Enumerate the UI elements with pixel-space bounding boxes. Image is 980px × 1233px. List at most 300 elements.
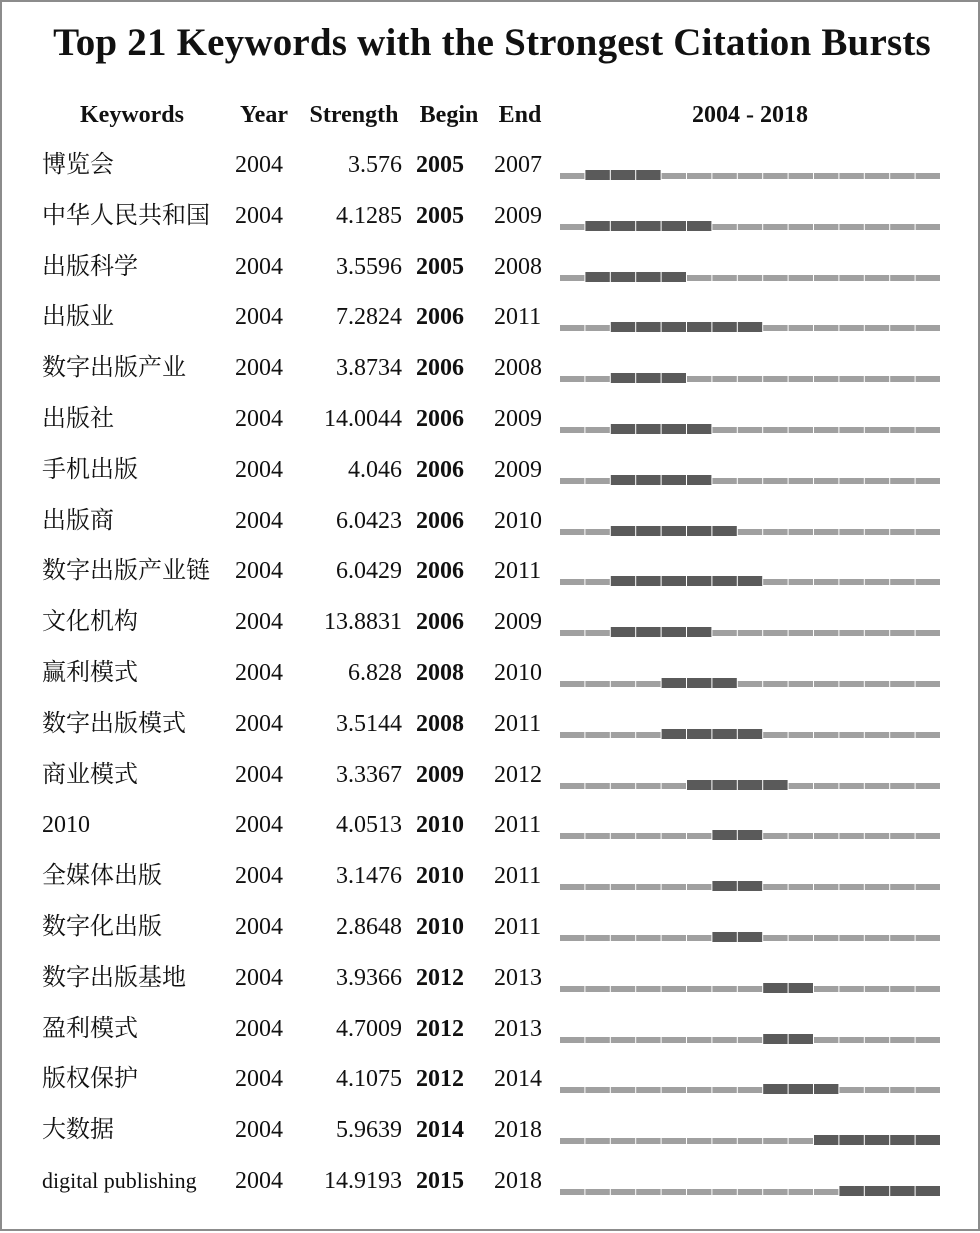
burst-timeline xyxy=(560,302,941,332)
end-cell: 2018 xyxy=(494,1168,542,1194)
timeline-segment xyxy=(585,884,609,890)
timeline-segment xyxy=(814,529,838,535)
timeline-segment xyxy=(611,935,635,941)
strength-cell: 3.5144 xyxy=(336,710,402,737)
timeline-segment xyxy=(662,935,686,941)
burst-segment xyxy=(839,1186,863,1196)
begin-cell: 2005 xyxy=(416,253,464,280)
timeline-segment xyxy=(662,173,686,179)
timeline-segment xyxy=(789,224,813,230)
timeline-segment xyxy=(916,376,940,382)
burst-timeline xyxy=(560,912,941,942)
column-header-year: Year xyxy=(240,102,288,128)
timeline-segment xyxy=(916,325,940,331)
timeline-segment xyxy=(814,884,838,890)
end-cell: 2009 xyxy=(494,202,542,229)
timeline-segment xyxy=(560,478,584,484)
timeline-segment xyxy=(738,630,762,636)
timeline-segment xyxy=(712,478,736,484)
burst-segment xyxy=(712,576,736,586)
keyword-cell: 数字化出版 xyxy=(42,914,162,940)
timeline-segment xyxy=(789,275,813,281)
timeline-segment xyxy=(560,173,584,179)
timeline-segment xyxy=(585,579,609,585)
burst-segment xyxy=(712,678,736,688)
timeline-segment xyxy=(585,630,609,636)
timeline-segment xyxy=(560,681,584,687)
timeline-segment xyxy=(789,376,813,382)
burst-segment xyxy=(763,780,787,790)
end-cell: 2011 xyxy=(494,558,542,585)
timeline-segment xyxy=(814,224,838,230)
timeline-segment xyxy=(916,935,940,941)
timeline-segment xyxy=(611,732,635,738)
strength-cell: 4.0513 xyxy=(336,812,402,839)
timeline-segment xyxy=(560,630,584,636)
timeline-segment xyxy=(916,986,940,992)
end-cell: 2011 xyxy=(494,304,542,331)
end-cell: 2013 xyxy=(494,964,542,991)
timeline-segment xyxy=(712,173,736,179)
timeline-segment xyxy=(789,173,813,179)
timeline-segment xyxy=(738,427,762,433)
column-header-keywords: Keywords xyxy=(80,102,184,128)
burst-segment xyxy=(789,1084,813,1094)
timeline-segment xyxy=(738,1138,762,1144)
timeline-segment xyxy=(687,173,711,179)
timeline-segment xyxy=(687,833,711,839)
end-cell: 2013 xyxy=(494,1015,542,1042)
end-cell: 2008 xyxy=(494,355,542,382)
timeline-segment xyxy=(712,1189,736,1195)
strength-cell: 3.9366 xyxy=(336,964,402,991)
timeline-segment xyxy=(789,1189,813,1195)
burst-timeline xyxy=(560,607,941,637)
timeline-segment xyxy=(560,224,584,230)
timeline-segment xyxy=(890,579,914,585)
timeline-segment xyxy=(763,224,787,230)
timeline-segment xyxy=(839,275,863,281)
timeline-segment xyxy=(916,833,940,839)
timeline-segment xyxy=(560,376,584,382)
timeline-segment xyxy=(865,1037,889,1043)
timeline-segment xyxy=(789,884,813,890)
burst-segment xyxy=(839,1135,863,1145)
timeline-segment xyxy=(636,884,660,890)
timeline-segment xyxy=(763,275,787,281)
timeline-segment xyxy=(585,1087,609,1093)
end-cell: 2009 xyxy=(494,406,542,432)
burst-segment xyxy=(916,1186,940,1196)
burst-segment xyxy=(687,475,711,485)
burst-segment xyxy=(636,272,660,282)
timeline-segment xyxy=(839,884,863,890)
strength-cell: 4.7009 xyxy=(336,1015,402,1042)
timeline-segment xyxy=(890,884,914,890)
strength-cell: 4.046 xyxy=(348,456,402,483)
begin-cell: 2012 xyxy=(416,1015,464,1042)
timeline-segment xyxy=(865,376,889,382)
strength-cell: 6.0429 xyxy=(336,558,402,585)
timeline-segment xyxy=(687,1037,711,1043)
burst-segment xyxy=(611,424,635,434)
burst-timeline xyxy=(560,1014,941,1044)
burst-segment xyxy=(712,881,736,891)
timeline-segment xyxy=(763,681,787,687)
timeline-segment xyxy=(865,325,889,331)
table-row xyxy=(2,506,980,556)
burst-segment xyxy=(636,424,660,434)
keyword-cell: digital publishing xyxy=(42,1168,197,1193)
end-cell: 2008 xyxy=(494,253,542,280)
timeline-segment xyxy=(890,986,914,992)
burst-segment xyxy=(611,221,635,231)
year-cell: 2004 xyxy=(235,253,283,280)
end-cell: 2012 xyxy=(494,761,542,788)
timeline-segment xyxy=(890,173,914,179)
burst-segment xyxy=(865,1186,889,1196)
year-cell: 2004 xyxy=(235,660,283,686)
table-row xyxy=(2,861,980,911)
burst-timeline xyxy=(560,353,941,383)
timeline-segment xyxy=(839,833,863,839)
burst-segment xyxy=(814,1084,838,1094)
timeline-segment xyxy=(738,1087,762,1093)
timeline-segment xyxy=(865,833,889,839)
strength-cell: 2.8648 xyxy=(336,914,402,940)
timeline-segment xyxy=(585,478,609,484)
burst-timeline xyxy=(560,404,941,434)
timeline-segment xyxy=(763,529,787,535)
begin-cell: 2006 xyxy=(416,406,464,432)
burst-timeline xyxy=(560,861,941,891)
burst-segment xyxy=(738,881,762,891)
timeline-segment xyxy=(636,732,660,738)
timeline-segment xyxy=(814,275,838,281)
end-cell: 2014 xyxy=(494,1066,542,1093)
keyword-cell: 数字出版模式 xyxy=(42,710,186,737)
timeline-segment xyxy=(662,1037,686,1043)
burst-timeline xyxy=(560,1115,941,1145)
table-row xyxy=(2,150,980,200)
table-row xyxy=(2,709,980,759)
burst-segment xyxy=(662,221,686,231)
year-cell: 2004 xyxy=(235,507,283,534)
timeline-segment xyxy=(687,1189,711,1195)
burst-segment xyxy=(890,1135,914,1145)
timeline-segment xyxy=(839,173,863,179)
timeline-segment xyxy=(865,529,889,535)
strength-cell: 3.8734 xyxy=(336,355,402,382)
year-cell: 2004 xyxy=(235,1117,283,1144)
timeline-segment xyxy=(712,1087,736,1093)
timeline-segment xyxy=(738,1189,762,1195)
timeline-segment xyxy=(890,1087,914,1093)
table-row xyxy=(2,1115,980,1165)
burst-segment xyxy=(611,475,635,485)
timeline-segment xyxy=(738,681,762,687)
timeline-segment xyxy=(763,427,787,433)
begin-cell: 2006 xyxy=(416,507,464,534)
keyword-cell: 出版科学 xyxy=(42,253,138,280)
timeline-segment xyxy=(636,1087,660,1093)
keyword-cell: 博览会 xyxy=(42,152,114,178)
strength-cell: 5.9639 xyxy=(336,1117,402,1144)
begin-cell: 2014 xyxy=(416,1117,464,1144)
burst-table xyxy=(2,2,980,1233)
timeline-segment xyxy=(916,1087,940,1093)
table-row xyxy=(2,252,980,302)
timeline-segment xyxy=(865,783,889,789)
burst-timeline xyxy=(560,150,941,180)
burst-segment xyxy=(712,729,736,739)
timeline-segment xyxy=(763,478,787,484)
timeline-segment xyxy=(662,1138,686,1144)
timeline-segment xyxy=(839,427,863,433)
burst-segment xyxy=(687,221,711,231)
timeline-segment xyxy=(839,732,863,738)
begin-cell: 2015 xyxy=(416,1168,464,1194)
timeline-segment xyxy=(560,275,584,281)
timeline-segment xyxy=(611,833,635,839)
timeline-segment xyxy=(611,783,635,789)
timeline-segment xyxy=(738,478,762,484)
year-cell: 2004 xyxy=(235,202,283,229)
strength-cell: 3.576 xyxy=(348,152,402,178)
timeline-segment xyxy=(789,478,813,484)
timeline-segment xyxy=(789,529,813,535)
timeline-segment xyxy=(890,275,914,281)
timeline-segment xyxy=(560,935,584,941)
timeline-segment xyxy=(865,224,889,230)
timeline-segment xyxy=(560,427,584,433)
timeline-segment xyxy=(814,1189,838,1195)
burst-timeline xyxy=(560,810,941,840)
burst-timeline xyxy=(560,556,941,586)
burst-segment xyxy=(585,221,609,231)
timeline-segment xyxy=(738,275,762,281)
burst-segment xyxy=(636,221,660,231)
end-cell: 2009 xyxy=(494,609,542,636)
timeline-segment xyxy=(763,630,787,636)
timeline-segment xyxy=(916,1037,940,1043)
burst-segment xyxy=(611,170,635,180)
table-row xyxy=(2,1014,980,1064)
table-row xyxy=(2,810,980,860)
timeline-segment xyxy=(839,986,863,992)
year-cell: 2004 xyxy=(235,1168,283,1194)
timeline-segment xyxy=(916,275,940,281)
timeline-segment xyxy=(585,732,609,738)
timeline-segment xyxy=(865,681,889,687)
timeline-segment xyxy=(814,325,838,331)
begin-cell: 2012 xyxy=(416,964,464,991)
burst-segment xyxy=(636,627,660,637)
burst-segment xyxy=(687,576,711,586)
timeline-segment xyxy=(585,783,609,789)
timeline-segment xyxy=(636,1037,660,1043)
timeline-segment xyxy=(839,1037,863,1043)
burst-timeline xyxy=(560,963,941,993)
begin-cell: 2008 xyxy=(416,710,464,737)
keyword-cell: 出版业 xyxy=(42,304,114,331)
timeline-segment xyxy=(738,376,762,382)
timeline-segment xyxy=(916,783,940,789)
timeline-segment xyxy=(839,376,863,382)
timeline-segment xyxy=(789,935,813,941)
timeline-segment xyxy=(789,1138,813,1144)
timeline-segment xyxy=(890,935,914,941)
timeline-segment xyxy=(789,783,813,789)
timeline-segment xyxy=(814,1037,838,1043)
timeline-segment xyxy=(738,986,762,992)
timeline-segment xyxy=(585,325,609,331)
timeline-segment xyxy=(865,478,889,484)
begin-cell: 2012 xyxy=(416,1066,464,1093)
end-cell: 2011 xyxy=(494,914,542,940)
keyword-cell: 数字出版产业链 xyxy=(42,558,210,585)
burst-segment xyxy=(662,322,686,332)
timeline-segment xyxy=(839,1087,863,1093)
burst-segment xyxy=(636,373,660,383)
timeline-segment xyxy=(916,529,940,535)
timeline-segment xyxy=(865,579,889,585)
timeline-segment xyxy=(890,1037,914,1043)
burst-segment xyxy=(636,170,660,180)
burst-segment xyxy=(687,322,711,332)
table-row xyxy=(2,912,980,962)
timeline-segment xyxy=(712,224,736,230)
keyword-cell: 赢利模式 xyxy=(42,660,138,686)
timeline-segment xyxy=(763,833,787,839)
burst-segment xyxy=(916,1135,940,1145)
burst-segment xyxy=(636,475,660,485)
burst-segment xyxy=(814,1135,838,1145)
burst-segment xyxy=(687,627,711,637)
year-cell: 2004 xyxy=(235,1015,283,1042)
strength-cell: 3.3367 xyxy=(336,761,402,788)
year-cell: 2004 xyxy=(235,761,283,788)
timeline-segment xyxy=(738,1037,762,1043)
timeline-segment xyxy=(636,833,660,839)
timeline-segment xyxy=(560,1189,584,1195)
timeline-segment xyxy=(712,275,736,281)
timeline-segment xyxy=(916,478,940,484)
burst-timeline xyxy=(560,455,941,485)
keyword-cell: 数字出版产业 xyxy=(42,355,186,382)
burst-segment xyxy=(585,170,609,180)
timeline-segment xyxy=(636,1189,660,1195)
timeline-segment xyxy=(839,325,863,331)
timeline-segment xyxy=(814,173,838,179)
burst-segment xyxy=(662,526,686,536)
timeline-segment xyxy=(865,630,889,636)
timeline-segment xyxy=(763,1189,787,1195)
strength-cell: 7.2824 xyxy=(336,304,402,331)
timeline-segment xyxy=(560,1087,584,1093)
timeline-segment xyxy=(611,1138,635,1144)
timeline-segment xyxy=(560,884,584,890)
timeline-segment xyxy=(636,986,660,992)
burst-segment xyxy=(712,322,736,332)
burst-segment xyxy=(611,373,635,383)
burst-segment xyxy=(738,932,762,942)
timeline-segment xyxy=(814,681,838,687)
timeline-segment xyxy=(789,681,813,687)
timeline-segment xyxy=(890,681,914,687)
table-row xyxy=(2,1166,980,1216)
column-header-begin: Begin xyxy=(419,102,479,128)
table-row xyxy=(2,1064,980,1114)
timeline-segment xyxy=(687,275,711,281)
timeline-segment xyxy=(585,1138,609,1144)
strength-cell: 14.0044 xyxy=(324,406,402,432)
keyword-cell: 出版社 xyxy=(42,406,114,432)
timeline-segment xyxy=(763,325,787,331)
timeline-segment xyxy=(560,732,584,738)
burst-timeline xyxy=(560,252,941,282)
timeline-segment xyxy=(560,579,584,585)
timeline-segment xyxy=(687,935,711,941)
year-cell: 2004 xyxy=(235,304,283,331)
burst-segment xyxy=(712,526,736,536)
timeline-segment xyxy=(662,783,686,789)
timeline-segment xyxy=(814,986,838,992)
begin-cell: 2006 xyxy=(416,304,464,331)
timeline-segment xyxy=(839,783,863,789)
burst-segment xyxy=(789,983,813,993)
timeline-segment xyxy=(662,833,686,839)
burst-timeline xyxy=(560,1064,941,1094)
burst-segment xyxy=(611,272,635,282)
year-cell: 2004 xyxy=(235,1066,283,1093)
timeline-segment xyxy=(916,224,940,230)
timeline-segment xyxy=(611,1087,635,1093)
year-cell: 2004 xyxy=(235,406,283,432)
timeline-segment xyxy=(712,986,736,992)
timeline-segment xyxy=(890,529,914,535)
burst-segment xyxy=(662,627,686,637)
timeline-segment xyxy=(585,427,609,433)
timeline-segment xyxy=(636,783,660,789)
timeline-segment xyxy=(662,1087,686,1093)
year-cell: 2004 xyxy=(235,558,283,585)
year-cell: 2004 xyxy=(235,964,283,991)
timeline-segment xyxy=(662,986,686,992)
begin-cell: 2009 xyxy=(416,761,464,788)
table-row xyxy=(2,201,980,251)
year-cell: 2004 xyxy=(235,609,283,636)
timeline-segment xyxy=(916,579,940,585)
table-row xyxy=(2,455,980,505)
year-cell: 2004 xyxy=(235,710,283,737)
year-cell: 2004 xyxy=(235,914,283,940)
keyword-cell: 盈利模式 xyxy=(42,1015,138,1042)
table-row xyxy=(2,302,980,352)
keyword-cell: 数字出版基地 xyxy=(42,964,186,991)
begin-cell: 2010 xyxy=(416,812,464,839)
year-cell: 2004 xyxy=(235,863,283,890)
timeline-segment xyxy=(662,884,686,890)
timeline-segment xyxy=(712,376,736,382)
keyword-cell: 文化机构 xyxy=(42,609,138,636)
timeline-segment xyxy=(738,173,762,179)
begin-cell: 2005 xyxy=(416,152,464,178)
timeline-segment xyxy=(865,173,889,179)
timeline-segment xyxy=(763,884,787,890)
timeline-segment xyxy=(814,935,838,941)
timeline-segment xyxy=(585,376,609,382)
